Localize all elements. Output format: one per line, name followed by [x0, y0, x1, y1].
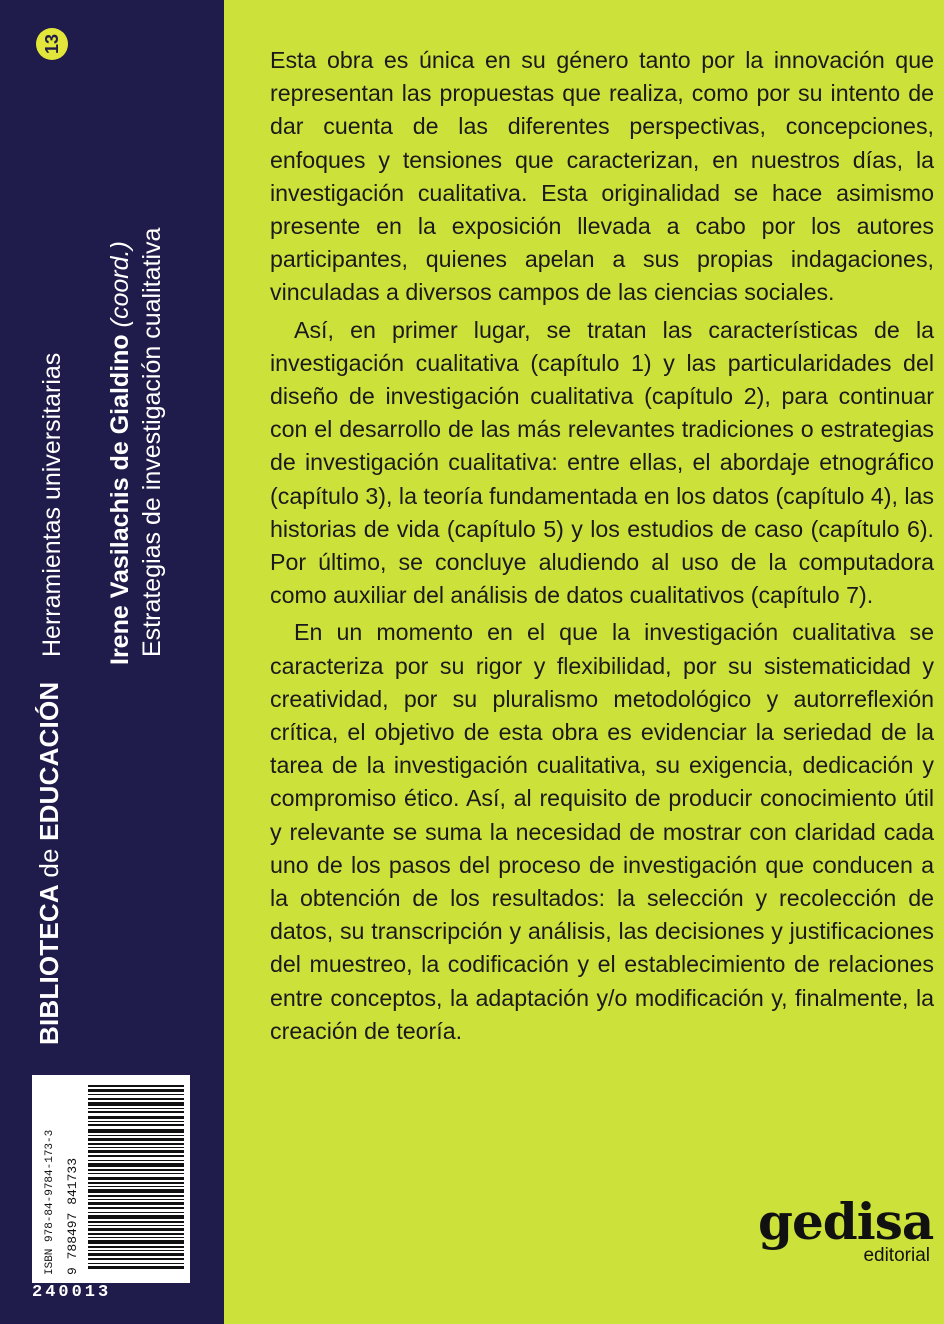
barcode	[32, 1075, 190, 1283]
publisher-subtitle: editorial	[863, 1245, 930, 1266]
series-number-badge: 13	[36, 28, 68, 60]
series-de: de	[34, 840, 64, 878]
publisher-name: gedisa	[758, 1192, 934, 1251]
product-code: 240013	[32, 1283, 112, 1302]
blurb-paragraph-2: Así, en primer lugar, se tratan las características de la investigación cualitativa (capítulo 1) y las particularidades del diseño de investigación cualitativa (capítulo 2), para continuar con el desarrollo de las más relevantes tradiciones o estrategias de investigación cualitativa: entre ellas, el abordaje etnográfico (capítulo 3), la teoría fundamentada en los datos (capítulo 4), las historias de vida (capítulo 5) y los estudios de caso (capítulo 6). Por último, se concluye aludiendo al uso de la computadora como auxiliar del análisis de datos cualitativos (capítulo 7).	[270, 316, 934, 609]
series-suffix: EDUCACIÓN	[34, 681, 64, 841]
isbn-text: ISBN 978-84-9784-173-3	[44, 1129, 56, 1275]
book-title: Estrategias de investigación cualitativa	[138, 227, 166, 657]
subseries-title: Herramientas universitarias	[38, 352, 66, 657]
publisher-logo	[758, 1192, 934, 1266]
back-cover	[224, 0, 944, 1324]
blurb	[270, 44, 934, 1052]
barcode-digits: 9 788497 841733	[65, 1157, 80, 1275]
author-name	[106, 241, 135, 665]
blurb-paragraph-1: Esta obra es única en su género tanto por la innovación que representan las propuestas que realiza, como por su intento de dar cuenta de las diferentes perspectivas, concepciones, enfoques y tensiones que caracterizan, en nuestros días, la investigación cualitativa. Esta originalidad se hace asimismo presente en la exposición llevada a cabo por los autores participantes, quienes apelan a sus propias indagaciones, vinculadas a diversos campos de las ciencias sociales.	[270, 47, 934, 306]
series-title	[34, 682, 65, 1045]
series-prefix: BIBLIOTECA	[34, 877, 64, 1045]
barcode-bars	[32, 1075, 190, 1283]
blurb-paragraph-3: En un momento en el que la investigación cualitativa se caracteriza por su rigor y flexibilidad, por su sistematicidad y creatividad, por su pluralismo metodológico y autorreflexión crítica, el objetivo de esta obra es evidenciar la seriedad de la tarea de la investigación cualitativa, su exigencia, dedicación y compromiso ético. Así, al requisito de producir conocimiento útil y relevante se suma la necesidad de mostrar con claridad cada uno de los pasos del proceso de investigación que conducen a la obtención de los resultados: la selección y recolección de datos, su transcripción y análisis, las decisiones y justificaciones del muestreo, la codificación y el establecimiento de relaciones entre conceptos, la adaptación y/o modificación y, finalmente, la creación de teoría.	[270, 619, 934, 1044]
book-spine	[0, 0, 224, 1324]
author-text: Irene Vasilachis de Gialdino	[106, 327, 134, 665]
author-role: (coord.)	[106, 241, 134, 328]
